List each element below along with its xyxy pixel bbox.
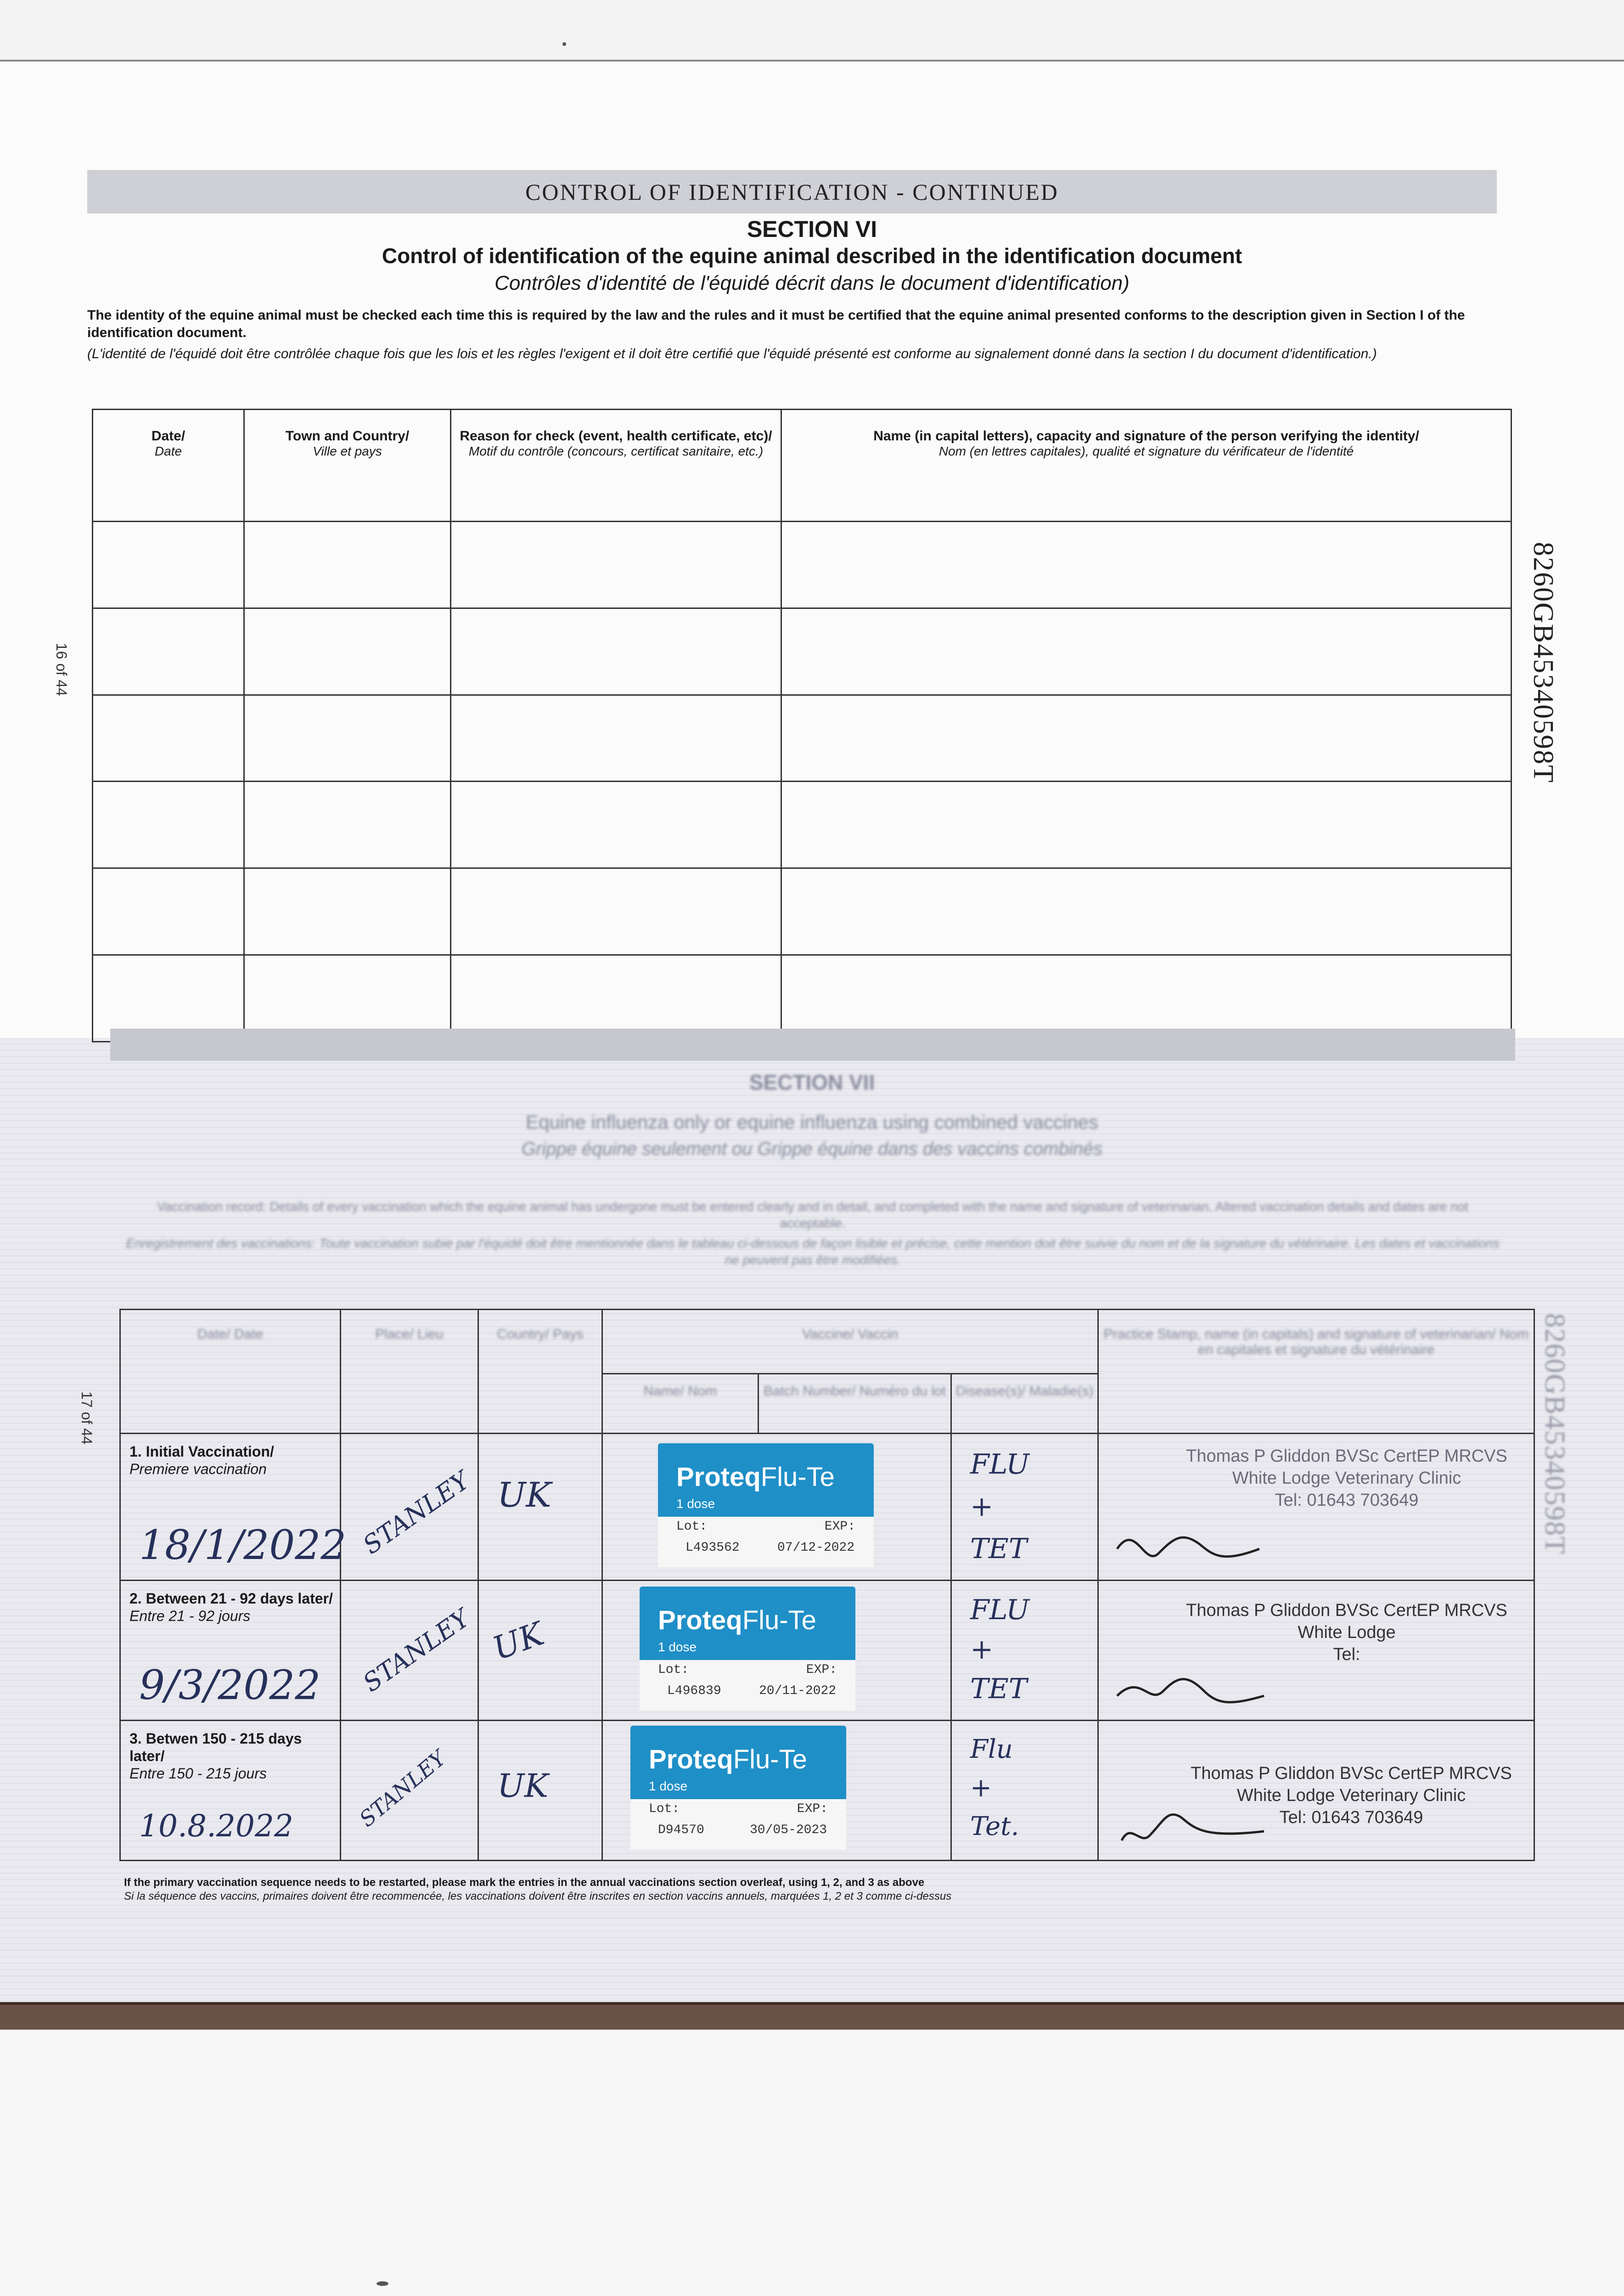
col-place: Place/ Lieu — [341, 1310, 478, 1434]
disease-handwriting: FLU + TET — [970, 1594, 1029, 1705]
vet-signature — [1108, 1512, 1292, 1576]
table-row — [93, 608, 1512, 695]
country-handwriting: UK — [497, 1475, 551, 1515]
row-place-cell — [341, 1434, 478, 1581]
section-vii-title-fr: Grippe équine seulement ou Grippe équine dans des vaccins combinés — [521, 1139, 1103, 1159]
vaccine-brand: ProteqFlu-Te — [658, 1605, 816, 1635]
footnote-en: If the primary vaccination sequence needs to be restarted, please mark the entries in the annual vaccinations section overleaf, using 1, 2, and 3 as above — [124, 1876, 925, 1889]
table-row — [120, 1721, 1534, 1861]
table-row — [120, 1434, 1534, 1581]
section-vii-title: Equine influenza only or equine influenza using combined vaccines — [526, 1111, 1098, 1133]
col-vaccine: Vaccine/ Vaccin — [602, 1310, 1098, 1374]
batch-number: L493562 — [686, 1541, 740, 1555]
col-town-country: Town and Country/ Ville et pays — [244, 410, 451, 522]
place-handwriting: STANLEY — [358, 1604, 475, 1698]
row-disease-cell — [951, 1581, 1098, 1721]
country-handwriting: UK — [497, 1767, 549, 1805]
batch-lot-box: Lot: EXP: L493562 07/12-2022 — [658, 1517, 874, 1567]
vaccine-dose: 1 dose — [676, 1497, 715, 1511]
section-vii-banner — [110, 1029, 1515, 1061]
table-header-row — [120, 1310, 1534, 1374]
section-vi-intro-fr: (L'identité de l'équidé doit être contrôlée chaque fois que les lois et les règles l'exigent et il doit être certifié que l'équidé présenté est conforme au signalement donné dans la section I du document d'identification.) — [87, 346, 1377, 361]
section-vi-title-fr: Contrôles d'identité de l'équidé décrit dans le document d'identification) — [495, 272, 1129, 294]
table-row — [120, 1581, 1534, 1721]
row-country-cell — [478, 1721, 602, 1861]
row-disease-cell — [951, 1434, 1098, 1581]
stage-label: 3. Betwen 150 - 215 days later/ Entre 150 - 215 jours — [129, 1730, 302, 1782]
disease-handwriting: FLU + TET — [970, 1448, 1029, 1565]
row-stamp-cell — [1098, 1434, 1534, 1581]
section-vi-heading: SECTION VI — [747, 216, 877, 242]
stage-label: 2. Between 21 - 92 days later/ Entre 21 - 92 jours — [129, 1590, 333, 1624]
page-number-bottom: 17 of 44 — [79, 1391, 95, 1445]
row-date-cell — [120, 1581, 341, 1721]
col-date: Date/ Date — [93, 410, 244, 522]
col-batch-number: Batch Number/ Numéro du lot — [759, 1374, 951, 1434]
row-place-cell — [341, 1581, 478, 1721]
country-handwriting: UK — [488, 1615, 549, 1668]
section-vii-intro: Vaccination record: Details of every vaccination which the equine animal has undergone must be entered clearly and in detail, and completed with the name and signature of veterinarian. Altered vaccination details and dates are not acceptable. — [157, 1199, 1468, 1230]
section-banner — [87, 170, 1497, 214]
vet-stamp: Thomas P Gliddon BVSc CertEP MRCVS White Lodge Tel: — [1186, 1601, 1507, 1664]
row-date-cell — [120, 1721, 341, 1861]
batch-lot-box: Lot: EXP: D94570 30/05-2023 — [630, 1799, 846, 1850]
banner-text: CONTROL OF IDENTIFICATION - CONTINUED — [525, 179, 1059, 205]
section-vii-intro-fr: Enregistrement des vaccinations: Toute vaccination subie par l'équidé doit être mentionnée dans le tableau ci-dessous de façon lisible et précise, cette mention doit être suivie du nom et de la signature du vétérinaire. Les dates et vaccinations ne peuvent pas être modifiées. — [126, 1236, 1500, 1267]
passport-cover-edge — [0, 2002, 1624, 2032]
col-country: Country/ Pays — [478, 1310, 602, 1434]
col-disease: Disease(s)/ Maladie(s) — [951, 1374, 1098, 1434]
table-header-row — [93, 410, 1512, 522]
col-vaccine-name: Name/ Nom — [602, 1374, 759, 1434]
vaccine-label-sticker — [640, 1587, 855, 1711]
vaccine-brand: ProteqFlu-Te — [676, 1462, 835, 1492]
section-vi-intro: The identity of the equine animal must be checked each time this is required by the law and the rules and it must be certified that the equine animal presented conforms to the description given in Section I of the identification document. — [87, 308, 1465, 340]
identity-check-table — [92, 409, 1512, 1042]
scan-speck — [376, 2281, 388, 2286]
row-country-cell — [478, 1581, 602, 1721]
row-date-cell — [120, 1434, 347, 1581]
page-number-top: 16 of 44 — [53, 643, 70, 696]
vaccination-table — [119, 1309, 1535, 1861]
col-practice: Practice Stamp, name (in capitals) and signature of veterinarian/ Nom en capitales et signature du vétérinaire — [1098, 1310, 1534, 1434]
passport-id-bottom: 8260GB45340598T — [1539, 1313, 1570, 1555]
expiry-date: 20/11-2022 — [759, 1684, 837, 1698]
passport-id-top: 8260GB45340598T — [1528, 542, 1559, 783]
vaccine-brand: ProteqFlu-Te — [649, 1745, 807, 1774]
vaccine-label-sticker — [630, 1726, 846, 1850]
batch-number: D94570 — [658, 1823, 704, 1837]
vaccination-date: 9/3/2022 — [139, 1661, 321, 1709]
vaccine-dose: 1 dose — [658, 1640, 697, 1654]
section-vii-heading: SECTION VII — [749, 1070, 875, 1094]
scan-background — [0, 2030, 1624, 2296]
section-vi-title: Control of identification of the equine animal described in the identification document — [382, 244, 1242, 268]
batch-lot-box: Lot: EXP: L496839 20/11-2022 — [640, 1660, 855, 1711]
expiry-date: 30/05-2023 — [750, 1823, 827, 1837]
row-place-cell — [341, 1721, 478, 1861]
table-row — [93, 868, 1512, 955]
col-verifier: Name (in capital letters), capacity and signature of the person verifying the identity/ Nom (en lettres capitales), qualité et signature du vérificateur de l'identité — [781, 410, 1512, 522]
table-row — [93, 782, 1512, 868]
row-country-cell — [478, 1434, 602, 1581]
col-date: Date/ Date — [120, 1310, 341, 1434]
scan-speck — [562, 42, 566, 46]
vaccination-date: 18/1/2022 — [139, 1521, 347, 1569]
vaccination-footnote — [124, 1876, 1520, 1903]
row-vaccine-cell — [602, 1434, 951, 1581]
stage-label: 1. Initial Vaccination/ Premiere vaccination — [129, 1443, 274, 1477]
batch-number: L496839 — [667, 1684, 721, 1698]
vet-stamp: Thomas P Gliddon BVSc CertEP MRCVS White Lodge Veterinary Clinic Tel: 01643 703649 — [1191, 1764, 1512, 1827]
place-handwriting: STANLEY — [354, 1745, 451, 1832]
row-stamp-cell — [1098, 1721, 1534, 1861]
table-row — [93, 522, 1512, 608]
row-disease-cell — [951, 1721, 1098, 1861]
row-vaccine-cell — [602, 1721, 951, 1861]
vet-signature — [1108, 1654, 1292, 1719]
row-vaccine-cell — [602, 1581, 951, 1721]
table-row — [93, 695, 1512, 782]
vet-signature — [1108, 1795, 1292, 1859]
expiry-date: 07/12-2022 — [777, 1541, 855, 1555]
col-reason: Reason for check (event, health certificate, etc)/ Motif du contrôle (concours, certificat sanitaire, etc.) — [451, 410, 781, 522]
place-handwriting: STANLEY — [358, 1466, 475, 1560]
vet-stamp: Thomas P Gliddon BVSc CertEP MRCVS White Lodge Veterinary Clinic Tel: 01643 703649 — [1186, 1446, 1507, 1510]
vaccination-date: 10.8.2022 — [139, 1808, 293, 1844]
vaccine-label-sticker — [658, 1443, 874, 1567]
disease-handwriting: Flu + Tet. — [970, 1734, 1019, 1841]
vaccine-dose: 1 dose — [649, 1779, 688, 1793]
footnote-fr: Si la séquence des vaccins, primaires doivent être recommencée, les vaccinations doivent être inscrites en section vaccins annuels, marquées 1, 2 et 3 comme ci-dessus — [124, 1890, 952, 1902]
row-stamp-cell — [1098, 1581, 1534, 1721]
